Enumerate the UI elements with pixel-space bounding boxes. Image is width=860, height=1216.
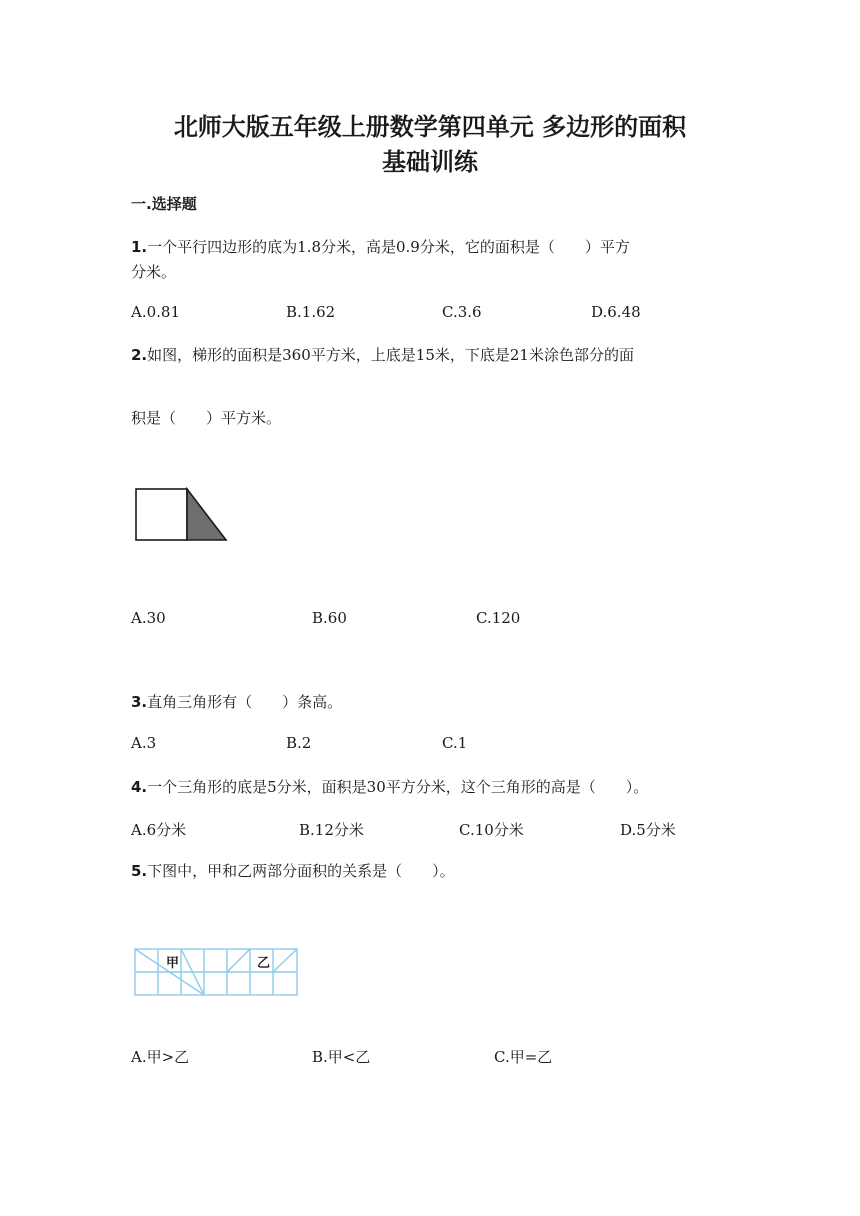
- option-c[interactable]: C.1: [442, 734, 468, 752]
- option-a[interactable]: A.30: [131, 609, 166, 627]
- label-jia: 甲: [166, 956, 180, 971]
- section-heading: 一.选择题: [131, 195, 197, 213]
- question-5: [131, 860, 455, 881]
- option-c[interactable]: C.120: [476, 609, 521, 627]
- option-c[interactable]: C.3.6: [442, 303, 482, 321]
- option-a[interactable]: A.6分米: [131, 821, 187, 839]
- option-b[interactable]: B.1.62: [286, 303, 336, 321]
- question-text: 如图，梯形的面积是360平方米，上底是15米，下底是21米涂色部分的面: [147, 346, 634, 364]
- trapezoid-figure: [134, 487, 230, 543]
- question-2: [131, 344, 634, 365]
- question-number: 4.: [131, 778, 148, 796]
- diagonal-line: [273, 949, 297, 972]
- square-part: [136, 489, 187, 540]
- option-b[interactable]: B.60: [312, 609, 347, 627]
- option-a[interactable]: A.0.81: [131, 303, 180, 321]
- question-number: 5.: [131, 862, 148, 880]
- question-number: 1.: [131, 238, 148, 256]
- option-d[interactable]: D.5分米: [620, 821, 676, 839]
- question-4: [131, 776, 648, 797]
- option-b[interactable]: B.2: [286, 734, 312, 752]
- option-a[interactable]: A.3: [131, 734, 157, 752]
- page-subtitle: 基础训练: [382, 148, 478, 176]
- option-c[interactable]: C.甲=乙: [494, 1048, 553, 1066]
- option-a[interactable]: A.甲>乙: [131, 1048, 190, 1066]
- question-1: [131, 236, 630, 257]
- question-3: [131, 691, 342, 712]
- option-b[interactable]: B.12分米: [299, 821, 364, 839]
- grid-figure: [133, 947, 301, 999]
- option-d[interactable]: D.6.48: [591, 303, 641, 321]
- page-title: 北师大版五年级上册数学第四单元 多边形的面积: [173, 113, 687, 141]
- question-number: 3.: [131, 693, 148, 711]
- question-text: 一个三角形的底是5分米，面积是30平方分米，这个三角形的高是（ ）。: [147, 778, 649, 796]
- question-text: 一个平行四边形的底为1.8分米，高是0.9分米，它的面积是（ ）平方: [147, 238, 630, 256]
- question-text: 直角三角形有（ ）条高。: [147, 693, 343, 711]
- label-yi: 乙: [257, 956, 271, 971]
- option-b[interactable]: B.甲<乙: [312, 1048, 371, 1066]
- option-c[interactable]: C.10分米: [459, 821, 524, 839]
- shaded-triangle: [187, 489, 226, 540]
- question-1-line2: 分米。: [131, 263, 177, 281]
- diagonal-line: [227, 949, 250, 972]
- question-text: 下图中，甲和乙两部分面积的关系是（ ）。: [147, 862, 455, 880]
- question-number: 2.: [131, 346, 148, 364]
- question-2-line2: 积是（ ）平方米。: [131, 409, 282, 427]
